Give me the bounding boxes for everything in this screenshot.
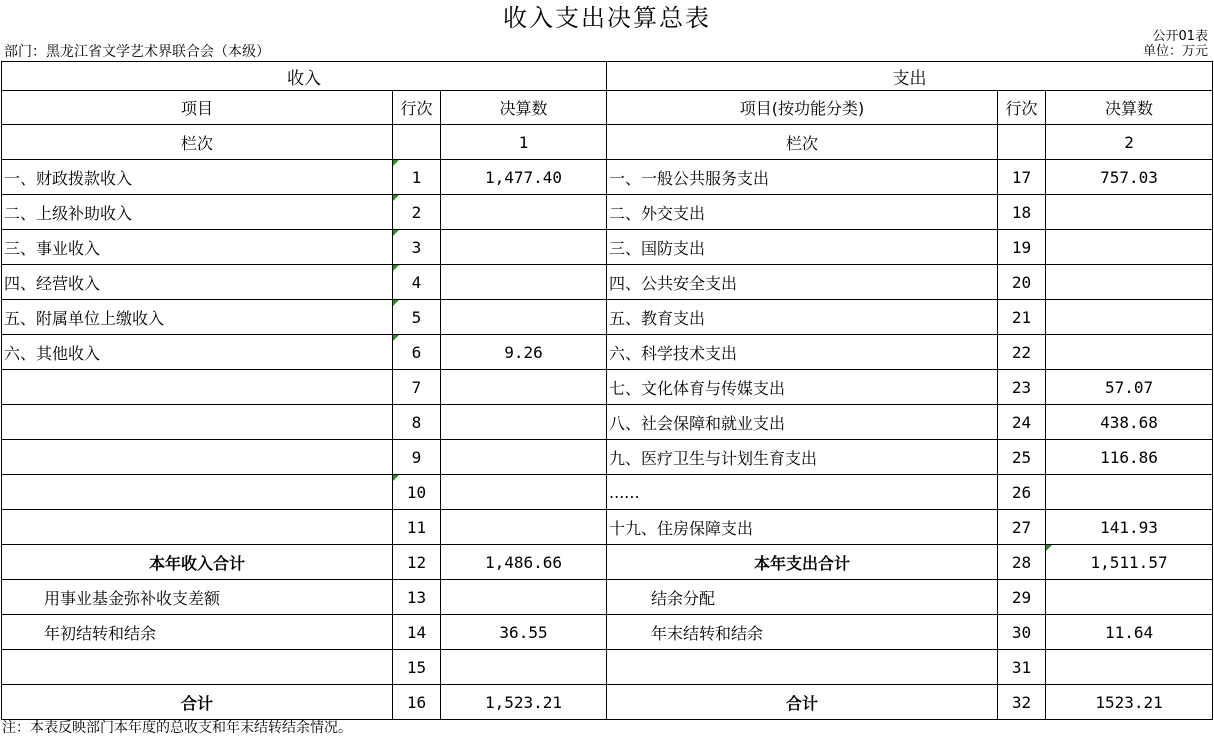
income-rowno-cell: 3	[393, 230, 441, 265]
income-rowno-cell: 13	[393, 580, 441, 615]
income-amount-cell	[441, 230, 607, 265]
income-item-cell: 三、事业收入	[2, 230, 393, 265]
expense-rowno-cell: 29	[998, 580, 1046, 615]
table-row	[2, 335, 1213, 370]
expense-amount-cell	[1046, 335, 1213, 370]
table-row	[2, 685, 1213, 720]
income-rowno-cell: 6	[393, 335, 441, 370]
expense-item-cell: 八、社会保障和就业支出	[607, 405, 998, 440]
column-index-row	[2, 125, 1213, 160]
department-label: 部门：黑龙江省文学艺术界联合会（本级）	[4, 44, 270, 60]
expense-item-cell: 七、文化体育与传媒支出	[607, 370, 998, 405]
expense-amount-cell	[1046, 475, 1213, 510]
expense-item-cell: 年末结转和结余	[607, 615, 998, 650]
expense-rowno-cell: 32	[998, 685, 1046, 720]
income-item-cell	[2, 475, 393, 510]
income-item-cell	[2, 405, 393, 440]
table-row	[2, 580, 1213, 615]
empty-cell	[998, 125, 1046, 160]
income-amount-cell	[441, 650, 607, 685]
empty-cell	[393, 125, 441, 160]
expense-item-header: 项目(按功能分类)	[607, 91, 998, 125]
income-column-label: 栏次	[2, 125, 393, 160]
form-number: 公开01表	[1152, 29, 1208, 44]
expense-item-cell	[607, 650, 998, 685]
table-row	[2, 300, 1213, 335]
expense-item-cell: 四、公共安全支出	[607, 265, 998, 300]
expense-rowno-cell: 23	[998, 370, 1046, 405]
page-title: 收入支出决算总表	[503, 4, 711, 32]
expense-amount-cell	[1046, 650, 1213, 685]
expense-item-cell: 结余分配	[607, 580, 998, 615]
income-rowno-cell: 15	[393, 650, 441, 685]
expense-item-cell: 十九、住房保障支出	[607, 510, 998, 545]
income-item-cell: 一、财政拨款收入	[2, 160, 393, 195]
income-amount-cell: 1,523.21	[441, 685, 607, 720]
expense-column-number: 2	[1046, 125, 1213, 160]
expense-rowno-cell: 30	[998, 615, 1046, 650]
income-item-cell	[2, 510, 393, 545]
table-row	[2, 195, 1213, 230]
income-amount-cell	[441, 510, 607, 545]
expense-item-cell: 五、教育支出	[607, 300, 998, 335]
expense-item-cell: 二、外交支出	[607, 195, 998, 230]
table-row	[2, 510, 1213, 545]
expense-amount-cell	[1046, 265, 1213, 300]
expense-amount-cell: 757.03	[1046, 160, 1213, 195]
expense-rowno-cell: 31	[998, 650, 1046, 685]
income-amount-cell	[441, 370, 607, 405]
income-rowno-cell: 2	[393, 195, 441, 230]
income-rowno-cell: 5	[393, 300, 441, 335]
income-item-cell: 二、上级补助收入	[2, 195, 393, 230]
income-column-number: 1	[441, 125, 607, 160]
expense-amount-cell: 1,511.57	[1046, 545, 1213, 580]
table-body	[2, 160, 1213, 720]
expense-item-cell: 一、一般公共服务支出	[607, 160, 998, 195]
income-item-cell: 本年收入合计	[2, 545, 393, 580]
income-item-cell: 年初结转和结余	[2, 615, 393, 650]
income-amount-cell: 9.26	[441, 335, 607, 370]
expense-amount-cell: 57.07	[1046, 370, 1213, 405]
table-row	[2, 265, 1213, 300]
expense-item-cell: 合计	[607, 685, 998, 720]
expense-rowno-cell: 20	[998, 265, 1046, 300]
expense-amount-cell: 116.86	[1046, 440, 1213, 475]
expense-amount-cell	[1046, 230, 1213, 265]
table-row	[2, 545, 1213, 580]
income-item-cell	[2, 370, 393, 405]
table-row	[2, 370, 1213, 405]
expense-section-header: 支出	[607, 62, 1213, 91]
income-item-cell: 六、其他收入	[2, 335, 393, 370]
income-amount-cell	[441, 195, 607, 230]
income-item-header: 项目	[2, 91, 393, 125]
expense-rowno-cell: 21	[998, 300, 1046, 335]
expense-rowno-cell: 18	[998, 195, 1046, 230]
table-row	[2, 160, 1213, 195]
expense-rowno-cell: 19	[998, 230, 1046, 265]
income-item-cell: 五、附属单位上缴收入	[2, 300, 393, 335]
expense-amount-header: 决算数	[1046, 91, 1213, 125]
expense-column-label: 栏次	[607, 125, 998, 160]
expense-rowno-cell: 17	[998, 160, 1046, 195]
income-rowno-cell: 12	[393, 545, 441, 580]
income-rowno-header: 行次	[393, 91, 441, 125]
income-amount-header: 决算数	[441, 91, 607, 125]
table-row	[2, 615, 1213, 650]
budget-table	[1, 61, 1213, 720]
income-item-cell	[2, 650, 393, 685]
section-header-row	[2, 62, 1213, 91]
expense-amount-cell	[1046, 195, 1213, 230]
income-item-cell: 用事业基金弥补收支差额	[2, 580, 393, 615]
income-amount-cell	[441, 440, 607, 475]
expense-item-cell: 六、科学技术支出	[607, 335, 998, 370]
expense-item-cell: 三、国防支出	[607, 230, 998, 265]
expense-rowno-cell: 28	[998, 545, 1046, 580]
income-rowno-cell: 9	[393, 440, 441, 475]
expense-item-cell: 九、医疗卫生与计划生育支出	[607, 440, 998, 475]
income-amount-cell	[441, 580, 607, 615]
income-amount-cell: 36.55	[441, 615, 607, 650]
table-row	[2, 230, 1213, 265]
expense-item-cell: ......	[607, 475, 998, 510]
unit-label: 单位：万元	[1142, 44, 1208, 59]
table-row	[2, 405, 1213, 440]
income-rowno-cell: 16	[393, 685, 441, 720]
income-amount-cell	[441, 265, 607, 300]
income-rowno-cell: 11	[393, 510, 441, 545]
table-row	[2, 650, 1213, 685]
income-amount-cell: 1,477.40	[441, 160, 607, 195]
income-section-header: 收入	[2, 62, 607, 91]
expense-rowno-header: 行次	[998, 91, 1046, 125]
income-amount-cell: 1,486.66	[441, 545, 607, 580]
table-row	[2, 440, 1213, 475]
expense-amount-cell: 11.64	[1046, 615, 1213, 650]
column-header-row	[2, 91, 1213, 125]
expense-rowno-cell: 22	[998, 335, 1046, 370]
income-item-cell: 合计	[2, 685, 393, 720]
income-rowno-cell: 10	[393, 475, 441, 510]
expense-amount-cell	[1046, 580, 1213, 615]
expense-rowno-cell: 25	[998, 440, 1046, 475]
expense-rowno-cell: 26	[998, 475, 1046, 510]
expense-amount-cell: 141.93	[1046, 510, 1213, 545]
expense-amount-cell: 438.68	[1046, 405, 1213, 440]
income-item-cell: 四、经营收入	[2, 265, 393, 300]
income-rowno-cell: 4	[393, 265, 441, 300]
table-row	[2, 475, 1213, 510]
income-amount-cell	[441, 300, 607, 335]
income-item-cell	[2, 440, 393, 475]
income-rowno-cell: 1	[393, 160, 441, 195]
expense-rowno-cell: 24	[998, 405, 1046, 440]
income-amount-cell	[441, 405, 607, 440]
expense-amount-cell: 1523.21	[1046, 685, 1213, 720]
footnote: 注：本表反映部门本年度的总收支和年末结转结余情况。	[2, 720, 352, 736]
expense-amount-cell	[1046, 300, 1213, 335]
income-rowno-cell: 8	[393, 405, 441, 440]
expense-item-cell: 本年支出合计	[607, 545, 998, 580]
income-amount-cell	[441, 475, 607, 510]
income-rowno-cell: 7	[393, 370, 441, 405]
income-rowno-cell: 14	[393, 615, 441, 650]
expense-rowno-cell: 27	[998, 510, 1046, 545]
